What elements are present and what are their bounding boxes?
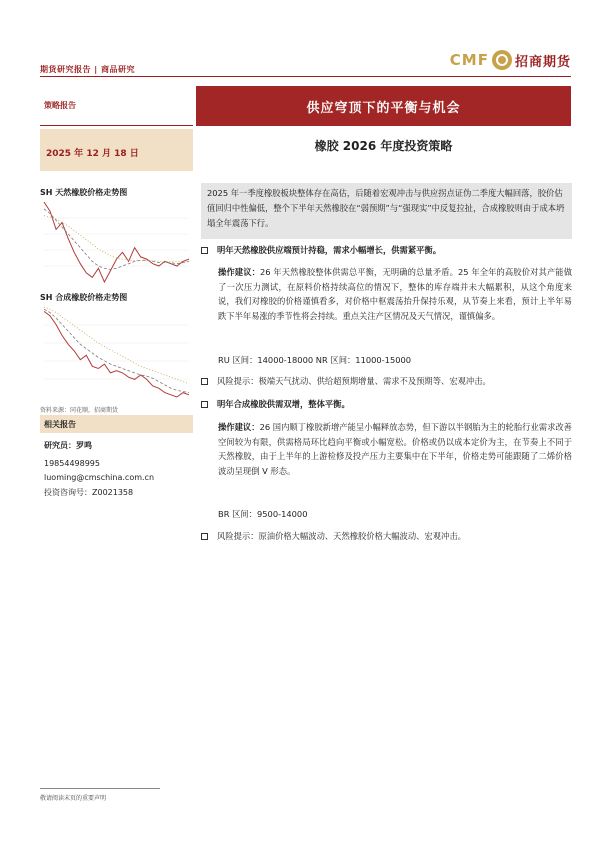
checkbox-bullet-icon	[201, 401, 208, 408]
logo-seal-icon	[492, 50, 512, 70]
series-line-0	[44, 311, 189, 397]
checkbox-bullet-icon	[201, 378, 208, 385]
series-line-0	[44, 202, 189, 282]
researcher-email[interactable]: luoming@cmschina.com.cn	[44, 473, 155, 482]
chart-source: 资料来源：同花顺，招商期货	[40, 407, 119, 414]
advice-paragraph	[218, 420, 572, 478]
researcher-phone: 19854498995	[44, 459, 100, 468]
series-line-2	[44, 307, 189, 384]
chart1-title: SH 天然橡胶价格走势图	[40, 188, 128, 197]
license-number: 投资咨询号：Z0021358	[44, 488, 134, 497]
section-heading: 明年合成橡胶供需双增，整体平衡。	[217, 399, 350, 409]
summary-box: 2025 年一季度橡胶板块整体存在高估，后随着宏观冲击与供应拐点证伪二季度大幅回落，胶价估值回归中性偏低，整个下半年天然橡胶在“弱预期”与“强现实”中反复拉扯，合成橡胶则由于成本坍塌全年震荡下行。	[201, 183, 572, 239]
advice-text: 26 国内顺丁橡胶新增产能呈小幅释放态势，但下游以半钢胎为主的轮胎行业需求改善空间较为有限，供需格局环比趋向平衡或小幅宽松。价格或仍以成本定价为主，在节奏上不同于天然橡胶，由于上半年的上游检修及投产压力主要集中在下半年，价格走势可能跟随了二烯价格波动呈现倒 V 形态。	[218, 422, 572, 476]
synthetic-rubber-price-chart	[40, 303, 193, 401]
company-logo	[450, 50, 571, 70]
disclaimer-note: 敬请阅读末页的重要声明	[40, 795, 107, 802]
advice-label: 操作建议：	[218, 422, 260, 432]
related-reports-label[interactable]: 相关报告	[44, 420, 76, 429]
section-bullet	[201, 398, 573, 411]
advice-label: 操作建议：	[218, 267, 260, 277]
price-range: BR 区间：9500-14000	[218, 509, 308, 519]
report-date: 2025 年 12 月 18 日	[46, 149, 139, 159]
price-range: RU 区间：14000-18000 NR 区间：11000-15000	[218, 355, 412, 365]
logo-latin: CMF	[449, 51, 489, 69]
series-line-2	[44, 216, 189, 262]
advice-text: 26 年天然橡胶整体供需总平衡，无明确的总量矛盾。25 年全年的高胶价对其产能做了一次压力测试，在原料价格持续高位的情况下，整体的库存端并未大幅累积，从这个角度来说，我们对橡胶的价格谨慎看多，对价格中枢震荡抬升保持乐观，从节奏上来看，预计上半年易跌下半年易涨的季节性将会持续。重点关注产区情况及天气情况，谨慎偏多。	[218, 267, 572, 321]
checkbox-bullet-icon	[201, 533, 208, 540]
natural-rubber-price-chart	[40, 198, 193, 286]
logo-chinese: 招商期货	[514, 54, 571, 70]
category-label: 策略报告	[44, 101, 76, 110]
header-divider	[40, 76, 571, 77]
risk-bullet	[201, 530, 573, 543]
series-line-1	[44, 309, 189, 392]
researcher-name: 研究员：罗鸣	[44, 441, 92, 450]
checkbox-bullet-icon	[201, 247, 208, 254]
report-title: 供应穹顶下的平衡与机会	[196, 86, 571, 126]
risk-text: 风险提示：原油价格大幅波动、天然橡胶价格大幅波动、宏观冲击。	[217, 531, 466, 541]
report-type-label: 期货研究报告 | 商品研究	[40, 65, 135, 74]
section-heading: 明年天然橡胶供应端预计持稳，需求小幅增长，供需紧平衡。	[217, 245, 442, 255]
risk-bullet	[201, 375, 573, 388]
advice-paragraph	[218, 265, 572, 323]
chart2-title: SH 合成橡胶价格走势图	[40, 293, 128, 302]
footer-divider	[40, 788, 160, 789]
report-subtitle: 橡胶 2026 年度投资策略	[314, 138, 453, 153]
section-bullet	[201, 244, 573, 257]
risk-text: 风险提示：极端天气扰动、供给超预期增量、需求不及预期等、宏观冲击。	[217, 376, 491, 386]
